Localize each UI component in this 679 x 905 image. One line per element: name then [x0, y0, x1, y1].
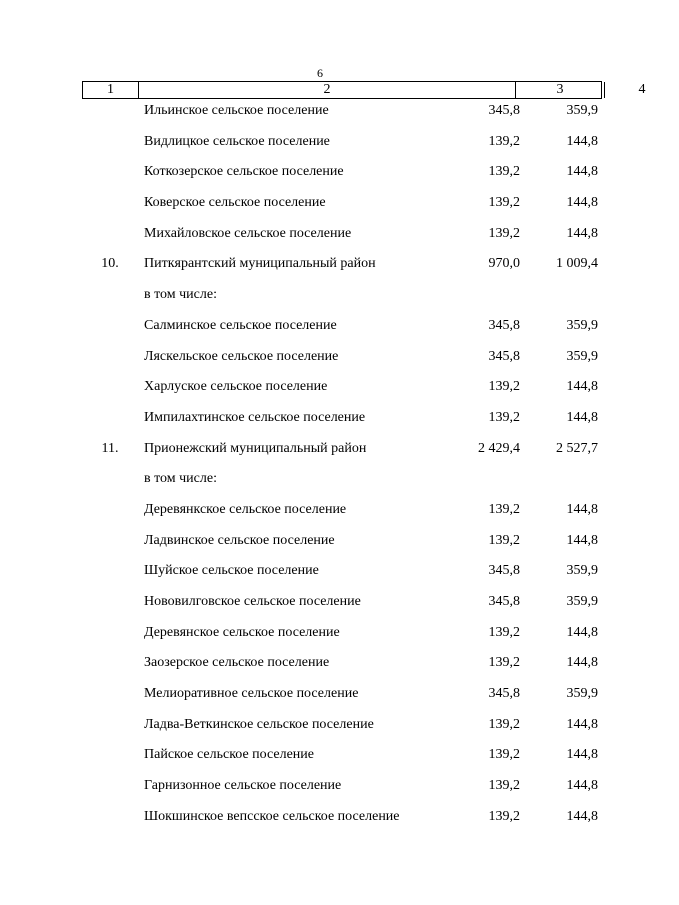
table-row: [0, 647, 640, 678]
table-row: [0, 248, 640, 279]
table-row: [0, 525, 640, 556]
row-value-col4: 144,8: [566, 379, 598, 395]
table-row: [0, 586, 640, 617]
row-value-col3: 139,2: [488, 379, 520, 395]
row-name: Ильинское сельское поселение: [144, 103, 329, 118]
row-value-col3: 970,0: [488, 256, 520, 272]
row-name: в том числе:: [144, 471, 217, 487]
table-row: [0, 433, 640, 464]
table-row: [0, 617, 640, 648]
table-body: [0, 95, 640, 832]
table-row: [0, 678, 640, 709]
table-row: [0, 770, 640, 801]
row-name: Импилахтинское сельское поселение: [144, 409, 366, 425]
row-value-col3: 345,8: [488, 594, 520, 609]
row-name: Деревянское сельское поселение: [144, 624, 340, 640]
row-value-col4: 144,8: [566, 195, 598, 211]
row-name: в том числе:: [144, 287, 217, 303]
row-value-col4: 144,8: [566, 501, 598, 517]
row-name: Питкярантский муниципальный район: [144, 256, 376, 272]
table-row: [0, 341, 640, 372]
row-name: Прионежский муниципальный район: [144, 440, 367, 456]
row-name: Салминское сельское поселение: [144, 317, 337, 333]
row-value-col3: 345,8: [488, 686, 520, 702]
row-value-col3: 345,8: [488, 348, 520, 364]
table-row: [0, 463, 640, 494]
table-row: [0, 709, 640, 740]
table-row: [0, 402, 640, 433]
row-value-col4: 2 527,7: [556, 440, 598, 456]
row-name: Харлуское сельское поселение: [144, 379, 328, 395]
table-row: [0, 371, 640, 402]
row-value-col3: 139,2: [488, 409, 520, 425]
row-value-col4: 144,8: [566, 133, 598, 149]
row-value-col3: 139,2: [488, 655, 520, 671]
table-row: [0, 218, 640, 249]
row-value-col3: 139,2: [488, 808, 520, 824]
row-value-col4: 1 009,4: [556, 256, 598, 272]
table-row: [0, 739, 640, 770]
row-value-col3: 345,8: [488, 563, 520, 579]
row-name: Коткозерское сельское поселение: [144, 164, 344, 180]
row-value-col3: 139,2: [488, 747, 520, 763]
row-value-col3: 139,2: [488, 716, 520, 732]
header-col-1: 1: [107, 82, 114, 97]
row-value-col3: 345,8: [488, 317, 520, 333]
row-name: Ладвинское сельское поселение: [144, 532, 335, 548]
table-row: [0, 187, 640, 218]
row-value-col3: 139,2: [488, 778, 520, 794]
row-name: Пайское сельское поселение: [144, 747, 315, 763]
table-row: [0, 310, 640, 341]
header-col-3: 3: [556, 82, 564, 97]
table-row: [0, 95, 640, 126]
row-value-col4: 359,9: [566, 563, 598, 579]
row-name: Нововилговское сельское поселение: [144, 594, 361, 609]
table-row: [0, 801, 640, 832]
row-number: 11.: [101, 440, 119, 456]
row-value-col4: 144,8: [566, 808, 598, 824]
row-value-col4: 144,8: [566, 655, 598, 671]
row-name: Заозерское сельское поселение: [144, 655, 330, 671]
row-value-col4: 144,8: [566, 624, 598, 640]
table-row: [0, 555, 640, 586]
row-name: Гарнизонное сельское поселение: [144, 778, 342, 794]
row-name: Шокшинское вепсское сельское поселение: [144, 808, 400, 824]
row-name: Шуйское сельское поселение: [144, 563, 319, 579]
row-value-col3: 345,8: [488, 103, 520, 118]
table-row: [0, 156, 640, 187]
row-name: Видлицкое сельское поселение: [144, 133, 330, 149]
table-row: [0, 279, 640, 310]
row-value-col4: 144,8: [566, 778, 598, 794]
row-value-col3: 2 429,4: [478, 440, 520, 456]
row-name: Михайловское сельское поселение: [144, 225, 352, 241]
row-value-col4: 144,8: [566, 409, 598, 425]
row-value-col4: 359,9: [566, 594, 598, 609]
row-value-col4: 144,8: [566, 532, 598, 548]
row-value-col4: 144,8: [566, 164, 598, 180]
row-value-col3: 139,2: [488, 624, 520, 640]
row-value-col3: 139,2: [488, 532, 520, 548]
row-name: Ладва-Веткинское сельское поселение: [144, 716, 374, 732]
row-name: Ляскельское сельское поселение: [144, 348, 339, 364]
row-value-col3: 139,2: [488, 133, 520, 149]
row-value-col4: 359,9: [566, 686, 598, 702]
table-row: [0, 126, 640, 157]
row-value-col3: 139,2: [488, 195, 520, 211]
page-number: 6: [317, 66, 323, 80]
header-col-2: 2: [323, 82, 331, 97]
header-col-4: 4: [638, 82, 646, 97]
row-value-col4: 144,8: [566, 747, 598, 763]
row-name: Деревянкское сельское поселение: [144, 501, 347, 517]
table-row: [0, 494, 640, 525]
row-value-col4: 359,9: [566, 103, 598, 118]
row-number: 10.: [101, 256, 119, 272]
row-value-col3: 139,2: [488, 501, 520, 517]
row-value-col4: 144,8: [566, 716, 598, 732]
row-name: Мелиоративное сельское поселение: [144, 686, 359, 702]
row-name: Коверское сельское поселение: [144, 195, 326, 211]
row-value-col4: 144,8: [566, 225, 598, 241]
row-value-col4: 359,9: [566, 317, 598, 333]
row-value-col3: 139,2: [488, 225, 520, 241]
row-value-col4: 359,9: [566, 348, 598, 364]
row-value-col3: 139,2: [488, 164, 520, 180]
